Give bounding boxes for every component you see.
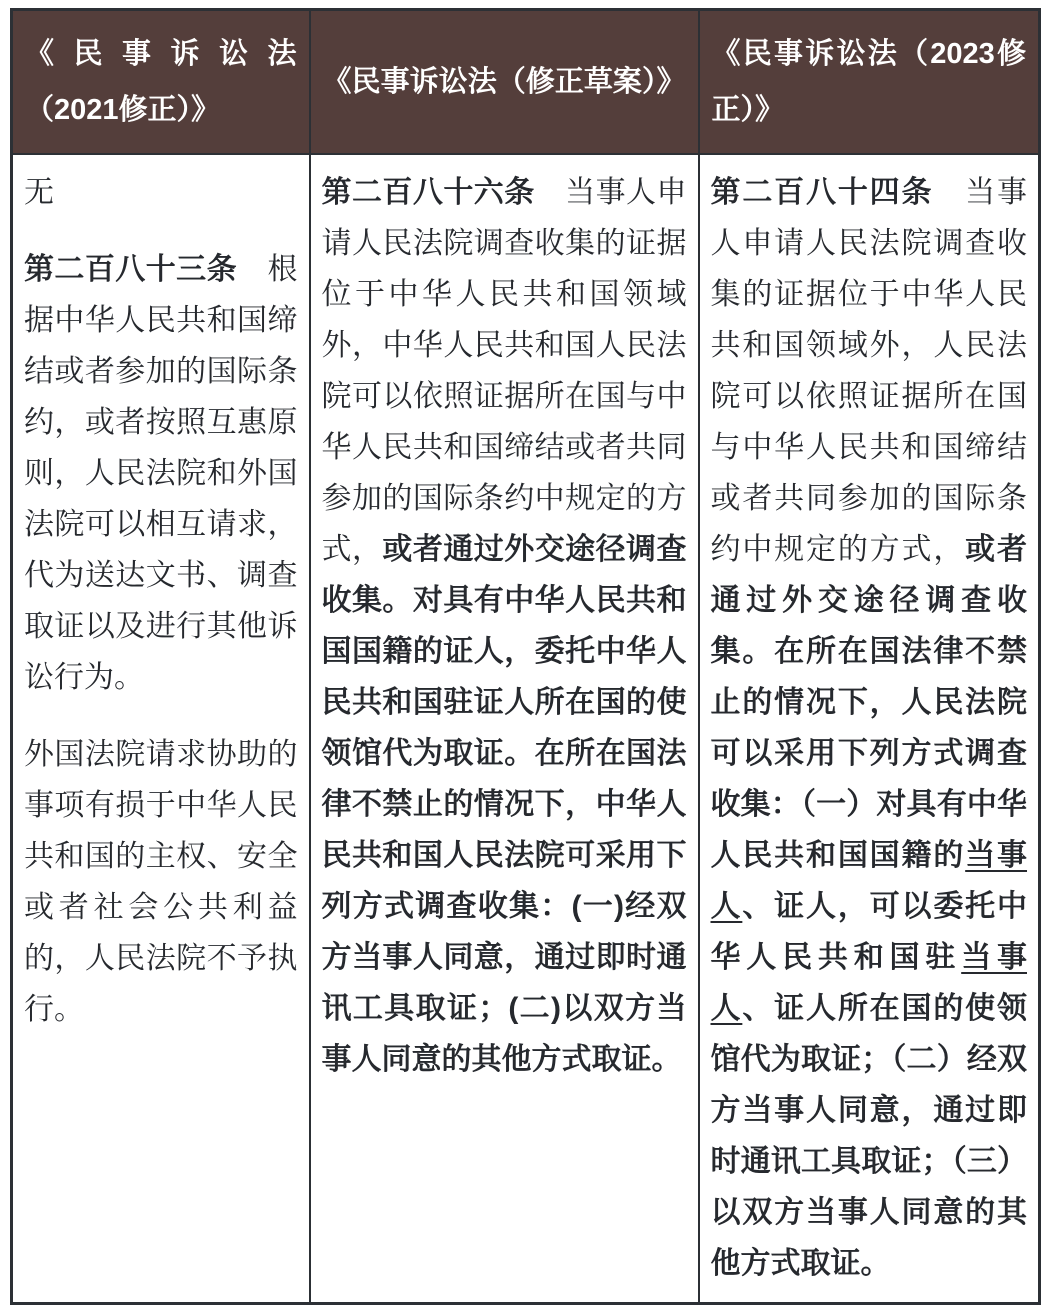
text-run: 外国法院请求协助的事项有损于中华人民共和国的主权、安全或者社会公共利益的，人民法院不予执行。 bbox=[24, 738, 298, 1026]
underlined-term: 当事人 bbox=[710, 839, 1028, 923]
column-header-2021 bbox=[12, 10, 310, 155]
text-run: 、证人所在国的使领馆代为取证；（二）经双方当事人同意，通过即时通讯工具取证；（三）以双方当事人同意的其他方式取证。 bbox=[710, 992, 1028, 1280]
column-body-2021 bbox=[12, 154, 310, 1304]
comparison-table bbox=[10, 8, 1041, 1305]
paragraph bbox=[322, 167, 687, 1085]
article-number: 第二百八十三条 bbox=[24, 253, 268, 286]
column-header-draft bbox=[310, 10, 699, 155]
text-run: 根据中华人民共和国缔结或者参加的国际条约，或者按照互惠原则，人民法院和外国法院可以相互请求，代为送达文书、调查取证以及进行其他诉讼行为。 bbox=[24, 253, 298, 694]
column-body-2023 bbox=[699, 154, 1040, 1304]
paragraph bbox=[24, 244, 298, 703]
header-line: 《民事诉讼法（修正草案）》 bbox=[322, 66, 686, 98]
paragraph bbox=[711, 167, 1028, 1289]
article-number: 第二百八十四条 bbox=[710, 176, 966, 209]
header-line: 《民事诉讼法（2023修 bbox=[711, 38, 1026, 70]
header-line: 正）》 bbox=[711, 94, 785, 126]
header-line: 《民事诉讼法 bbox=[25, 38, 297, 70]
body-row bbox=[12, 154, 1040, 1304]
text-run: 当事人申请人民法院调查收集的证据位于中华人民共和国领域外，中华人民共和国人民法院可以依照证据所在国与中华人民共和国缔结或者共同参加的国际条约中规定的方式， bbox=[321, 176, 687, 566]
article-number: 第二百八十六条 bbox=[321, 176, 566, 209]
text-run: 无 bbox=[24, 176, 54, 209]
text-run: 当事人申请人民法院调查收集的证据位于中华人民共和国领域外，人民法院可以依照证据所在国与中华人民共和国缔结或者共同参加的国际条约中规定的方式， bbox=[710, 176, 1028, 566]
text-run: 或者通过外交途径调查收集。对具有中华人民共和国国籍的证人，委托中华人民共和国驻证人所在国的使领馆代为取证。在所在国法律不禁止的情况下，中华人民共和国人民法院可采用下列方式调查收集：(一)经双方当事人同意，通过即时通讯工具取证；(二)以双方当事人同意的其他方式取证。 bbox=[321, 533, 687, 1076]
text-run: 、证人，可以委托中华人民共和国驻 bbox=[710, 890, 1028, 974]
paragraph bbox=[24, 167, 298, 218]
header-row bbox=[12, 10, 1040, 155]
underlined-term: 当事人 bbox=[710, 941, 1027, 1025]
paragraph bbox=[24, 729, 298, 1035]
text-run: 或者通过外交途径调查收集。在所在国法律不禁止的情况下，人民法院可以采用下列方式调查收集：（一）对具有中华人民共和国国籍的 bbox=[710, 533, 1028, 872]
header-line: （2021修正）》 bbox=[25, 94, 221, 126]
column-header-2023 bbox=[699, 10, 1040, 155]
column-body-draft bbox=[310, 154, 699, 1304]
